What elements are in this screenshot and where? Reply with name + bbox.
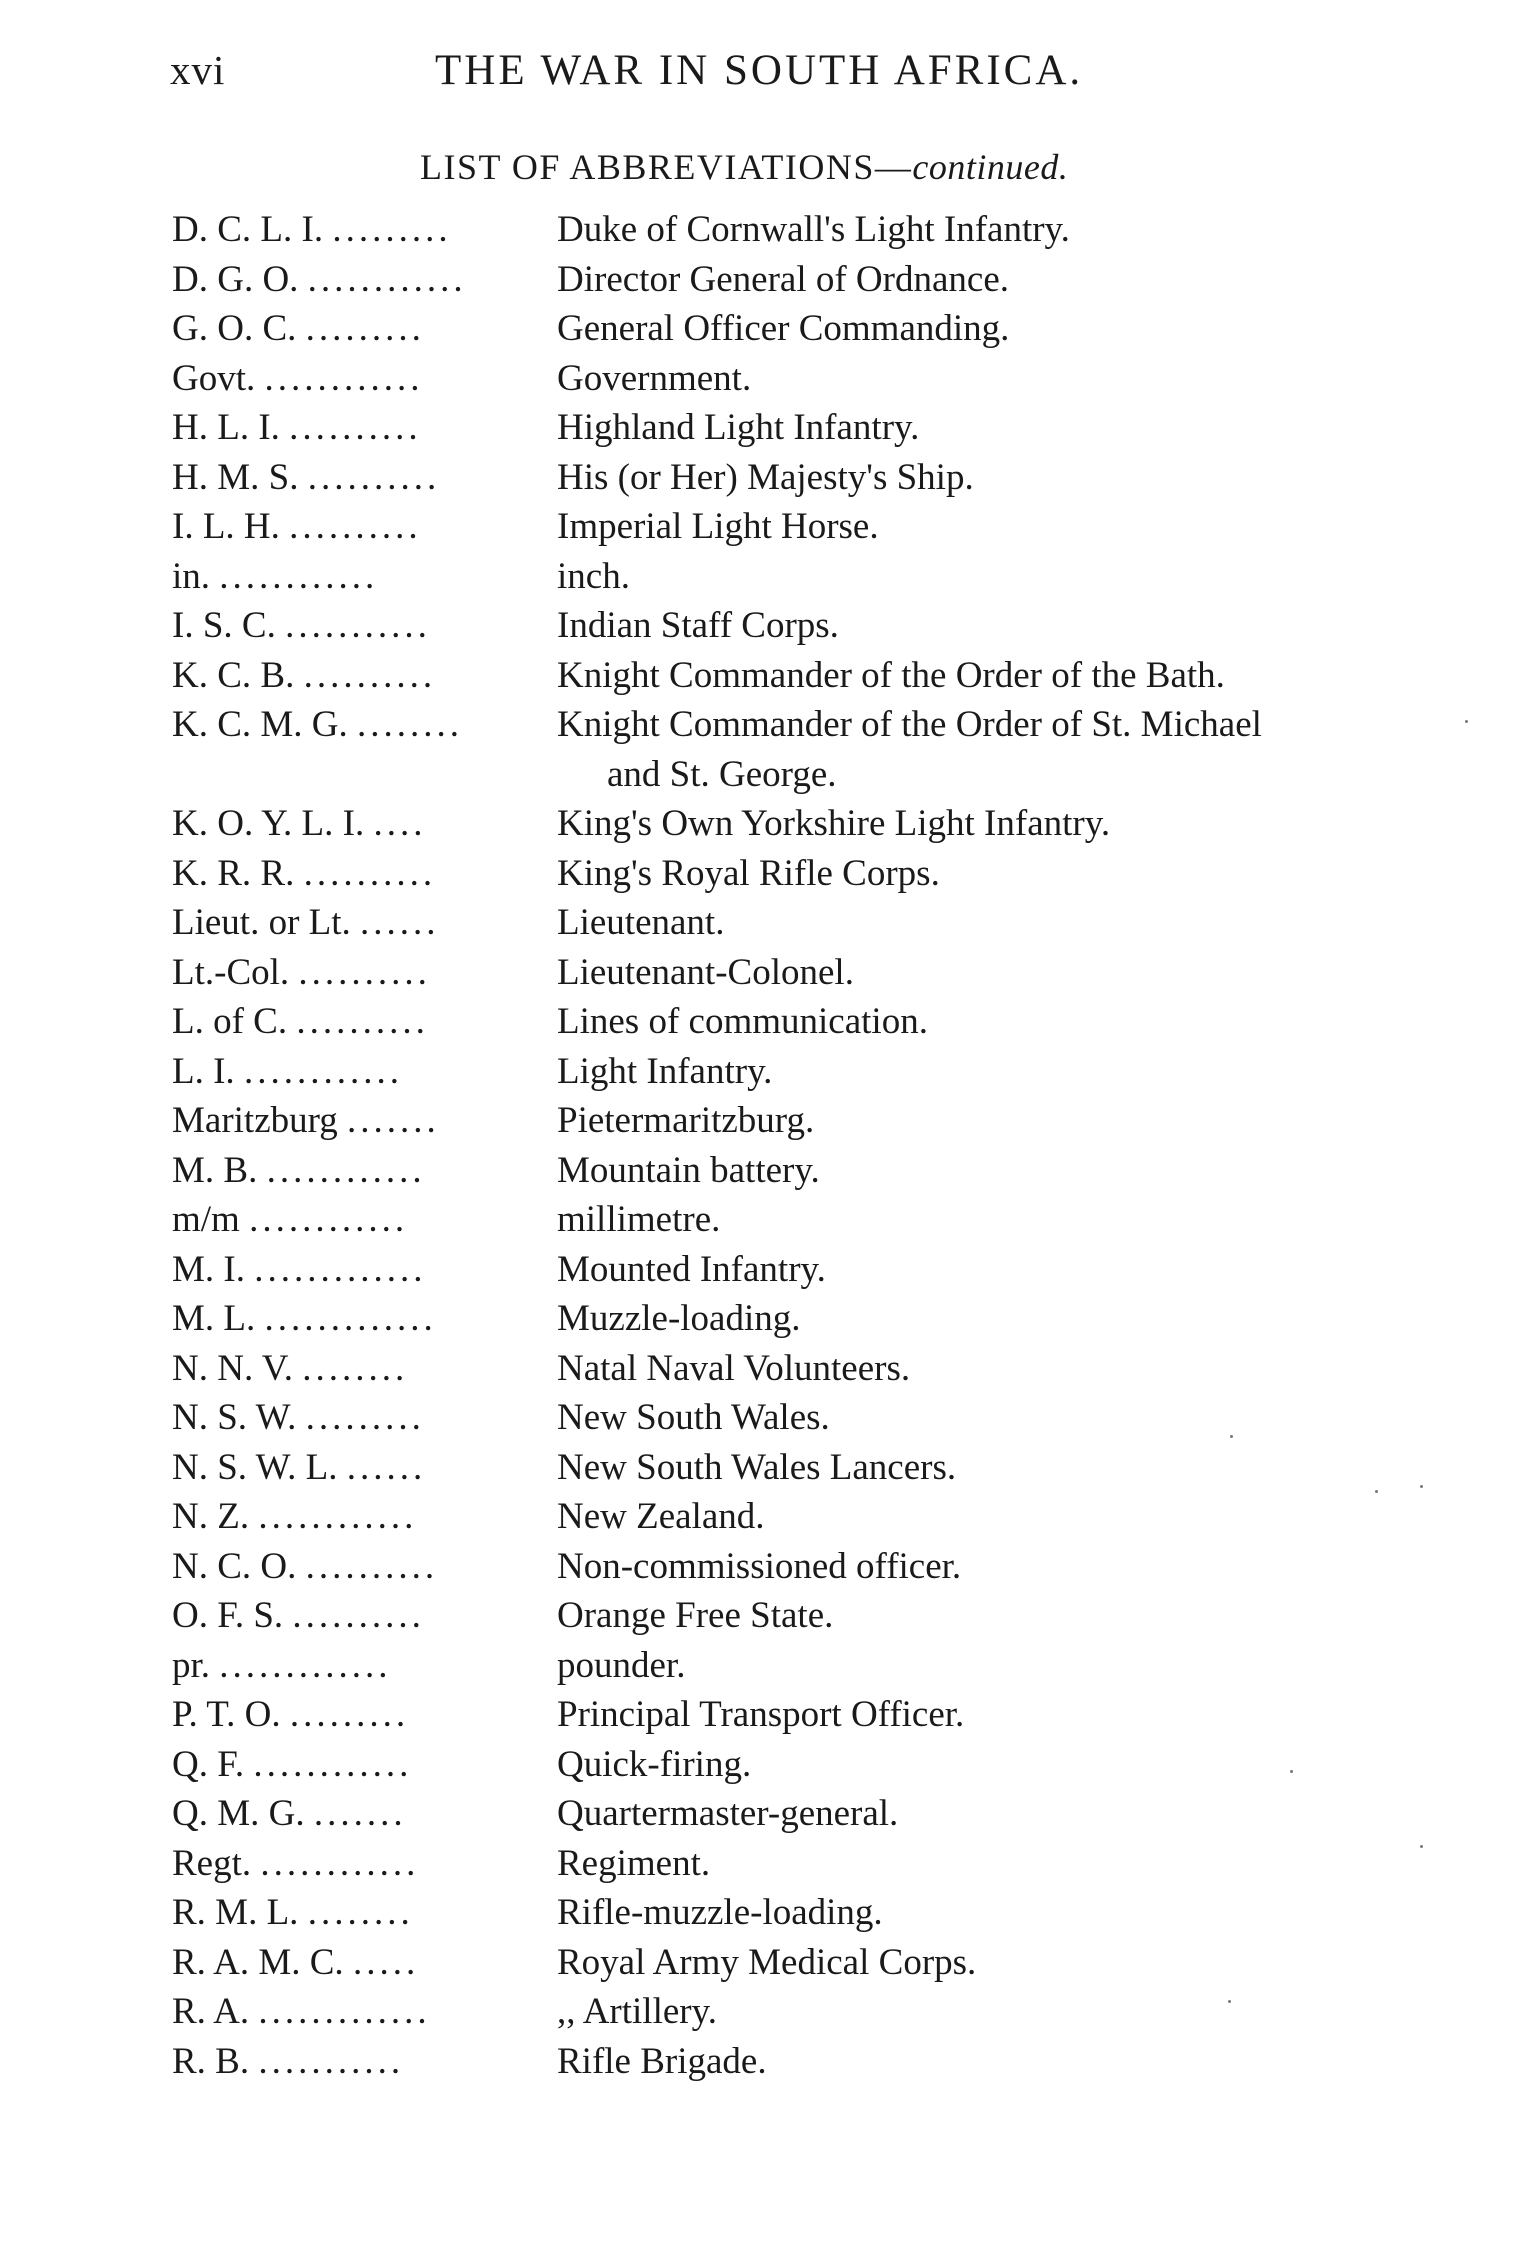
scan-speck: [1228, 2000, 1231, 2003]
abbreviation-text: Maritzburg: [172, 1100, 338, 1141]
list-item: [172, 403, 1472, 453]
abbreviation: [172, 1096, 540, 1146]
list-item: [172, 1245, 1472, 1295]
list-item: [172, 1740, 1472, 1790]
leader-dots: ..........: [292, 1595, 425, 1636]
list-item: [172, 304, 1472, 354]
abbreviation-meaning: Rifle Brigade.: [557, 2040, 767, 2082]
abbreviation: [172, 1591, 540, 1641]
abbreviation: [172, 1542, 540, 1592]
list-item: [172, 502, 1472, 552]
abbreviation-meaning: ,, Artillery.: [557, 1991, 717, 2032]
abbreviation-text: M. L.: [172, 1298, 256, 1339]
abbreviation-list: [172, 205, 1472, 2086]
abbreviation: [172, 1641, 540, 1691]
leader-dots: .........: [332, 209, 452, 250]
abbreviation: [172, 354, 540, 404]
list-item: [172, 898, 1472, 948]
leader-dots: ............: [253, 1743, 413, 1785]
list-item: [172, 354, 1472, 404]
abbreviation-meaning: Government.: [557, 357, 752, 399]
list-item: [172, 1096, 1472, 1146]
abbreviation-text: pr.: [172, 1644, 211, 1686]
abbreviation-text: M. B.: [172, 1149, 258, 1191]
abbreviation-meaning: inch.: [557, 555, 630, 597]
leader-dots: ..........: [289, 407, 422, 448]
abbreviation-text: N. C. O.: [172, 1545, 297, 1587]
scan-speck: [1465, 720, 1468, 723]
leader-dots: ..........: [298, 951, 431, 993]
abbreviation-text: Regt.: [172, 1842, 252, 1884]
abbreviation-text: m/m: [172, 1199, 240, 1240]
leader-dots: .............: [219, 1644, 392, 1686]
leader-dots: ............: [219, 555, 379, 597]
abbreviation-meaning: Royal Army Medical Corps.: [557, 1941, 977, 1983]
abbreviation: [172, 1888, 540, 1938]
abbreviation: [172, 898, 540, 948]
abbreviation-text: R. B.: [172, 2040, 250, 2082]
abbreviation-meaning: Mounted Infantry.: [557, 1248, 826, 1290]
abbreviation-text: L. I.: [172, 1050, 235, 1092]
list-item: [172, 1542, 1472, 1592]
list-item: [172, 601, 1472, 651]
leader-dots: .........: [305, 1397, 425, 1438]
leader-dots: ............: [264, 357, 424, 399]
scan-speck: [1375, 1490, 1378, 1493]
abbreviation-text: L. of C.: [172, 1001, 288, 1042]
list-item: [172, 651, 1472, 701]
abbreviation: [172, 205, 540, 255]
abbreviation-text: Lieut. or Lt.: [172, 902, 351, 943]
leader-dots: ............: [266, 1149, 426, 1191]
leader-dots: .........: [305, 308, 425, 349]
abbreviation-text: in.: [172, 555, 211, 597]
list-item: [172, 205, 1472, 255]
list-item: [172, 1146, 1472, 1196]
list-item-continuation: [172, 750, 1472, 800]
abbreviation-text: R. A. M. C.: [172, 1941, 344, 1983]
scan-speck: [1420, 1485, 1423, 1488]
abbreviation-text: Q. F.: [172, 1743, 245, 1785]
abbreviation-meaning: Highland Light Infantry.: [557, 407, 920, 448]
list-item: [172, 1344, 1472, 1394]
abbreviation: [172, 601, 540, 651]
abbreviation-meaning: millimetre.: [557, 1199, 721, 1240]
abbreviation: [172, 1443, 540, 1493]
abbreviation-meaning: Quartermaster-general.: [557, 1793, 899, 1834]
abbreviation: [172, 1938, 540, 1988]
abbreviation-text: N. Z.: [172, 1496, 250, 1537]
abbreviation-text: K. C. M. G.: [172, 704, 348, 745]
abbreviation-meaning: Mountain battery.: [557, 1149, 820, 1191]
abbreviation-meaning: Non-commissioned officer.: [557, 1545, 962, 1587]
list-item: [172, 1789, 1472, 1839]
abbreviation-meaning: New South Wales Lancers.: [557, 1446, 957, 1488]
list-item: [172, 799, 1472, 849]
abbreviation-meaning: Principal Transport Officer.: [557, 1694, 965, 1735]
abbreviation-meaning: New South Wales.: [557, 1397, 830, 1438]
abbreviation: [172, 799, 540, 849]
abbreviation-text: I. S. C.: [172, 605, 276, 646]
leader-dots: .............: [264, 1298, 437, 1339]
abbreviation-meaning: Light Infantry.: [557, 1050, 773, 1092]
abbreviation: [172, 1987, 540, 2037]
abbreviation-meaning: His (or Her) Majesty's Ship.: [557, 456, 974, 498]
abbreviation-meaning: Knight Commander of the Order of the Bath.: [557, 654, 1225, 696]
abbreviation-text: K. C. B.: [172, 654, 295, 696]
abbreviation-meaning: Natal Naval Volunteers.: [557, 1347, 911, 1389]
abbreviation-meaning: Orange Free State.: [557, 1595, 834, 1636]
abbreviation-meaning: Muzzle-loading.: [557, 1298, 801, 1339]
list-item: [172, 849, 1472, 899]
abbreviation-text: M. I.: [172, 1248, 245, 1290]
abbreviation: [172, 1740, 540, 1790]
leader-dots: ....: [373, 803, 427, 844]
abbreviation: [172, 1245, 540, 1295]
abbreviation-text: N. N. V.: [172, 1347, 293, 1389]
abbreviation: [172, 1492, 540, 1542]
abbreviation: [172, 453, 540, 503]
abbreviation: [172, 849, 540, 899]
leader-dots: ........: [307, 1892, 414, 1933]
abbreviation-meaning: New Zealand.: [557, 1496, 765, 1537]
page-number: xvi: [170, 47, 226, 93]
abbreviation-text: G. O. C.: [172, 308, 297, 349]
abbreviation: [172, 1839, 540, 1889]
abbreviation-meaning: Lines of communication.: [557, 1001, 928, 1042]
abbreviation-meaning: Lieutenant-Colonel.: [557, 951, 854, 993]
list-heading-continued: continued.: [912, 147, 1069, 187]
leader-dots: .............: [254, 1248, 427, 1290]
list-item: [172, 1047, 1472, 1097]
abbreviation-meaning: Rifle-muzzle-loading.: [557, 1892, 883, 1933]
abbreviation-meaning: General Officer Commanding.: [557, 308, 1010, 349]
leader-dots: ............: [243, 1050, 403, 1092]
abbreviation-text: R. M. L.: [172, 1892, 299, 1933]
abbreviation-meaning: Imperial Light Horse.: [557, 506, 879, 547]
abbreviation: [172, 948, 540, 998]
abbreviation-text: Q. M. G.: [172, 1793, 305, 1834]
list-item: [172, 997, 1472, 1047]
scan-speck: [1230, 1435, 1233, 1438]
abbreviation-meaning: Director General of Ordnance.: [557, 258, 1009, 300]
list-item: [172, 552, 1472, 602]
list-item: [172, 1888, 1472, 1938]
abbreviation-meaning: Duke of Cornwall's Light Infantry.: [557, 209, 1070, 250]
list-item: [172, 1641, 1472, 1691]
abbreviation: [172, 700, 540, 750]
list-item: [172, 1839, 1472, 1889]
abbreviation-meaning: pounder.: [557, 1644, 686, 1686]
abbreviation: [172, 1146, 540, 1196]
leader-dots: ..........: [289, 506, 422, 547]
abbreviation-text: H. L. I.: [172, 407, 280, 448]
abbreviation: [172, 1690, 540, 1740]
abbreviation-text: Govt.: [172, 357, 256, 399]
leader-dots: ......: [360, 902, 440, 943]
list-item: [172, 2037, 1472, 2087]
leader-dots: ..........: [305, 1545, 439, 1587]
abbreviation-text: D. G. O.: [172, 258, 299, 300]
abbreviation-meaning: Knight Commander of the Order of St. Michael: [557, 704, 1262, 745]
abbreviation: [172, 651, 540, 701]
abbreviation-text: Lt.-Col.: [172, 951, 290, 993]
list-item: [172, 700, 1472, 750]
running-head: [170, 46, 1260, 106]
leader-dots: .....: [352, 1941, 420, 1983]
abbreviation-text: K. O. Y. L. I.: [172, 803, 365, 844]
abbreviation-meaning: Indian Staff Corps.: [557, 605, 839, 646]
abbreviation-meaning: Pietermaritzburg.: [557, 1100, 815, 1141]
abbreviation-text: R. A.: [172, 1991, 250, 2032]
list-item: [172, 1294, 1472, 1344]
list-item: [172, 1987, 1472, 2037]
leader-dots: ............: [258, 1496, 418, 1537]
abbreviation-meaning: King's Own Yorkshire Light Infantry.: [557, 803, 1111, 844]
abbreviation-text: N. S. W. L.: [172, 1446, 338, 1488]
abbreviation: [172, 1789, 540, 1839]
abbreviation: [172, 1195, 540, 1245]
leader-dots: ......: [346, 1446, 427, 1488]
abbreviation-text: D. C. L. I.: [172, 209, 324, 250]
abbreviation-text: K. R. R.: [172, 852, 295, 894]
abbreviation-meaning: Quick-firing.: [557, 1743, 752, 1785]
abbreviation-meaning: and St. George.: [607, 753, 837, 795]
leader-dots: ...........: [285, 605, 431, 646]
list-item: [172, 255, 1472, 305]
leader-dots: .............: [258, 1991, 431, 2032]
abbreviation: [172, 403, 540, 453]
book-title: THE WAR IN SOUTH AFRICA.: [435, 47, 1084, 94]
list-item: [172, 1195, 1472, 1245]
leader-dots: ............: [307, 258, 467, 300]
leader-dots: ............: [249, 1199, 409, 1240]
leader-dots: ..........: [303, 654, 437, 696]
abbreviation: [172, 552, 540, 602]
abbreviation-text: I. L. H.: [172, 506, 280, 547]
leader-dots: ..........: [307, 456, 441, 498]
leader-dots: .......: [313, 1793, 407, 1834]
leader-dots: ............: [260, 1842, 420, 1884]
list-heading: [420, 146, 1068, 188]
list-item: [172, 948, 1472, 998]
abbreviation-text: P. T. O.: [172, 1694, 281, 1735]
abbreviation-text: O. F. S.: [172, 1595, 284, 1636]
abbreviation-meaning: Regiment.: [557, 1842, 711, 1884]
scan-speck: [1420, 1845, 1423, 1848]
leader-dots: ........: [302, 1347, 409, 1389]
leader-dots: ..........: [303, 852, 437, 894]
scan-speck: [1290, 1770, 1293, 1773]
abbreviation: [172, 1393, 540, 1443]
abbreviation: [172, 1047, 540, 1097]
abbreviation: [172, 997, 540, 1047]
abbreviation: [172, 2037, 540, 2087]
abbreviation: [172, 502, 540, 552]
list-item: [172, 1443, 1472, 1493]
abbreviation: [172, 304, 540, 354]
abbreviation-meaning: King's Royal Rifle Corps.: [557, 852, 940, 894]
leader-dots: ..........: [296, 1001, 429, 1042]
list-item: [172, 1938, 1472, 1988]
abbreviation: [172, 1294, 540, 1344]
abbreviation: [172, 255, 540, 305]
abbreviation-text: N. S. W.: [172, 1397, 297, 1438]
abbreviation: [172, 1344, 540, 1394]
abbreviation-text: H. M. S.: [172, 456, 299, 498]
list-heading-main: LIST OF ABBREVIATIONS—: [420, 147, 913, 187]
list-item: [172, 453, 1472, 503]
list-item: [172, 1591, 1472, 1641]
leader-dots: .......: [347, 1100, 440, 1141]
abbreviation-meaning: Lieutenant.: [557, 902, 725, 943]
list-item: [172, 1492, 1472, 1542]
leader-dots: ...........: [258, 2040, 405, 2082]
leader-dots: .........: [289, 1694, 410, 1735]
list-item: [172, 1690, 1472, 1740]
leader-dots: ........: [357, 704, 464, 745]
list-item: [172, 1393, 1472, 1443]
